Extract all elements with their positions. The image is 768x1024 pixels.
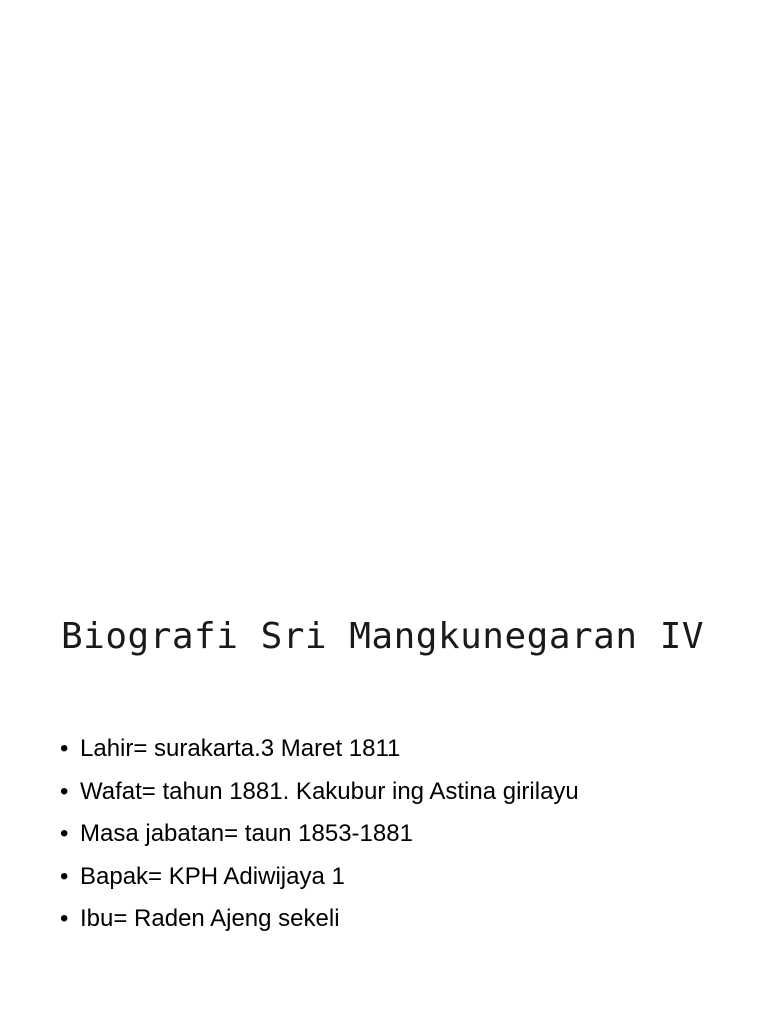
- list-item: [60, 731, 740, 774]
- list-item-text: Wafat= tahun 1881. Kakubur ing Astina girilayu: [80, 777, 579, 805]
- list-item: [60, 901, 740, 944]
- bullet-dot-icon: •: [60, 735, 69, 762]
- slide-title: Biografi Sri Mangkunegaran IV: [61, 616, 705, 657]
- list-item-text: Bapak= KPH Adiwijaya 1: [80, 862, 345, 890]
- bullet-dot-icon: •: [60, 905, 69, 932]
- bullet-dot-icon: •: [60, 820, 69, 847]
- list-item-text: Lahir= surakarta.3 Maret 1811: [80, 735, 401, 762]
- list-item-text: Ibu= Raden Ajeng sekeli: [80, 905, 340, 932]
- list-item-text: Masa jabatan= taun 1853-1881: [80, 820, 413, 847]
- list-item: [60, 774, 740, 817]
- bullet-dot-icon: •: [60, 777, 69, 805]
- bullet-list: [60, 731, 740, 944]
- bullet-dot-icon: •: [60, 862, 69, 890]
- list-item: [60, 816, 740, 859]
- list-item: [60, 859, 740, 902]
